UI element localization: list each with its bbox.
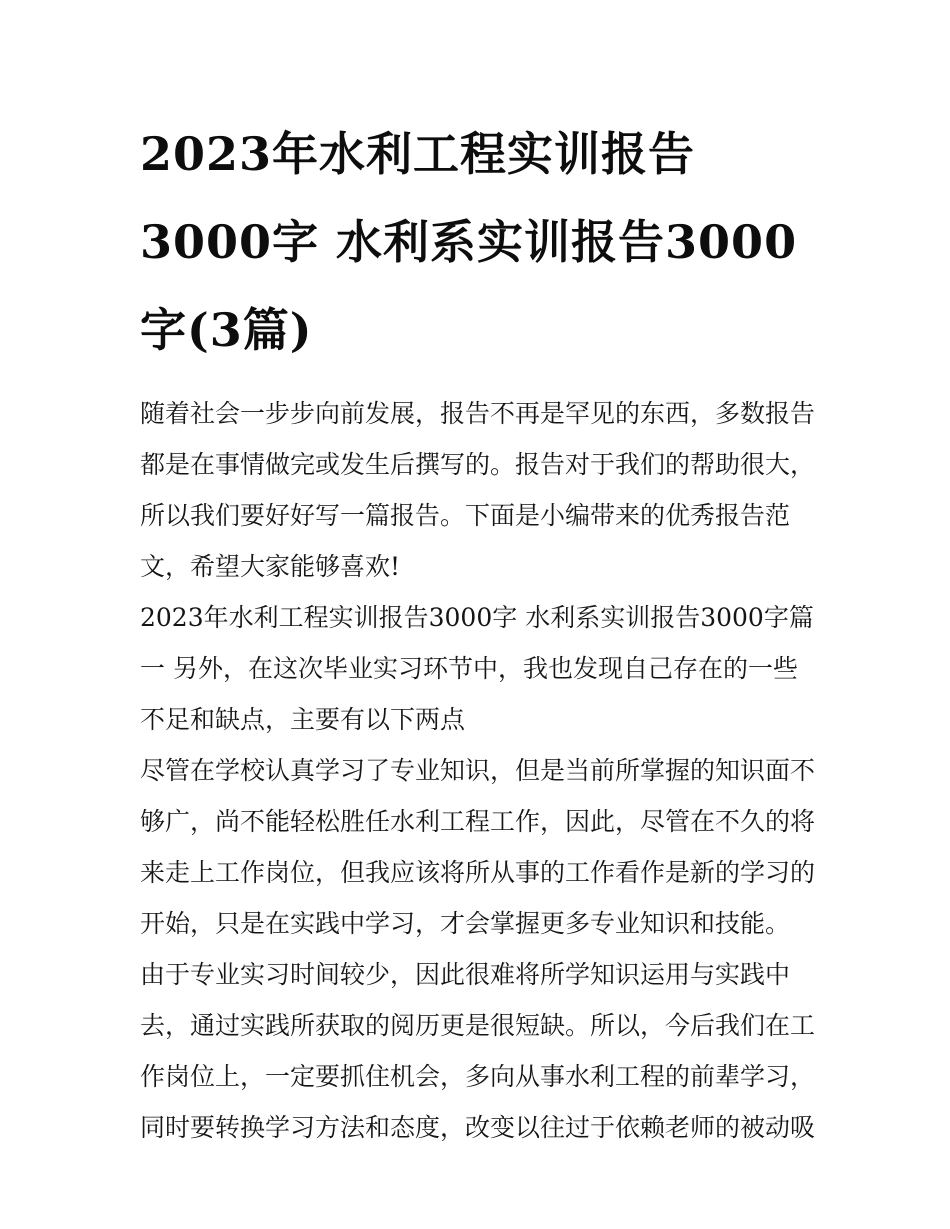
text-line: 尽管在学校认真学习了专业知识，但是当前所掌握的知识面不 xyxy=(140,756,816,785)
text-line: 同时要转换学习方法和态度，改变以往过于依赖老师的被动吸 xyxy=(140,1113,816,1142)
text-line: 作岗位上，一定要抓住机会，多向从事水利工程的前辈学习， xyxy=(140,1062,816,1091)
text-line: 由于专业实习时间较少，因此很难将所学知识运用与实践中 xyxy=(140,960,791,989)
text-line: 一 另外，在这次毕业实习环节中，我也发现自己存在的一些 xyxy=(140,654,798,683)
text-line: 不足和缺点，主要有以下两点 xyxy=(140,705,466,734)
text-line: 够广，尚不能轻松胜任水利工程工作，因此，尽管在不久的将 xyxy=(140,807,816,836)
document-title xyxy=(140,110,812,374)
text-line: 去，通过实践所获取的阅历更是很短缺。所以，今后我们在工 xyxy=(140,1011,816,1040)
text-line: 所以我们要好好写一篇报告。下面是小编带来的优秀报告范 xyxy=(140,501,791,530)
title-line: 3000字 水利系实训报告3000 xyxy=(140,215,798,269)
text-line: 来走上工作岗位，但我应该将所从事的工作看作是新的学习的 xyxy=(140,858,816,887)
intro-paragraph xyxy=(140,388,816,592)
text-line: 文，希望大家能够喜欢! xyxy=(140,552,401,581)
section-heading-paragraph xyxy=(140,592,812,745)
text-line: 开始，只是在实践中学习，才会掌握更多专业知识和技能。 xyxy=(140,909,791,938)
text-line: 随着社会一步步向前发展，报告不再是罕见的东西，多数报告 xyxy=(140,399,816,428)
text-line: 都是在事情做完或发生后撰写的。报告对于我们的帮助很大， xyxy=(140,450,816,479)
body-paragraph xyxy=(140,745,816,949)
document-body xyxy=(140,388,816,1153)
document-page xyxy=(140,110,816,1153)
body-paragraph xyxy=(140,949,816,1153)
title-line: 2023年水利工程实训报告 xyxy=(140,127,696,181)
title-line: 字(3篇) xyxy=(140,303,313,357)
text-line: 2023年水利工程实训报告3000字 水利系实训报告3000字篇 xyxy=(140,603,814,632)
